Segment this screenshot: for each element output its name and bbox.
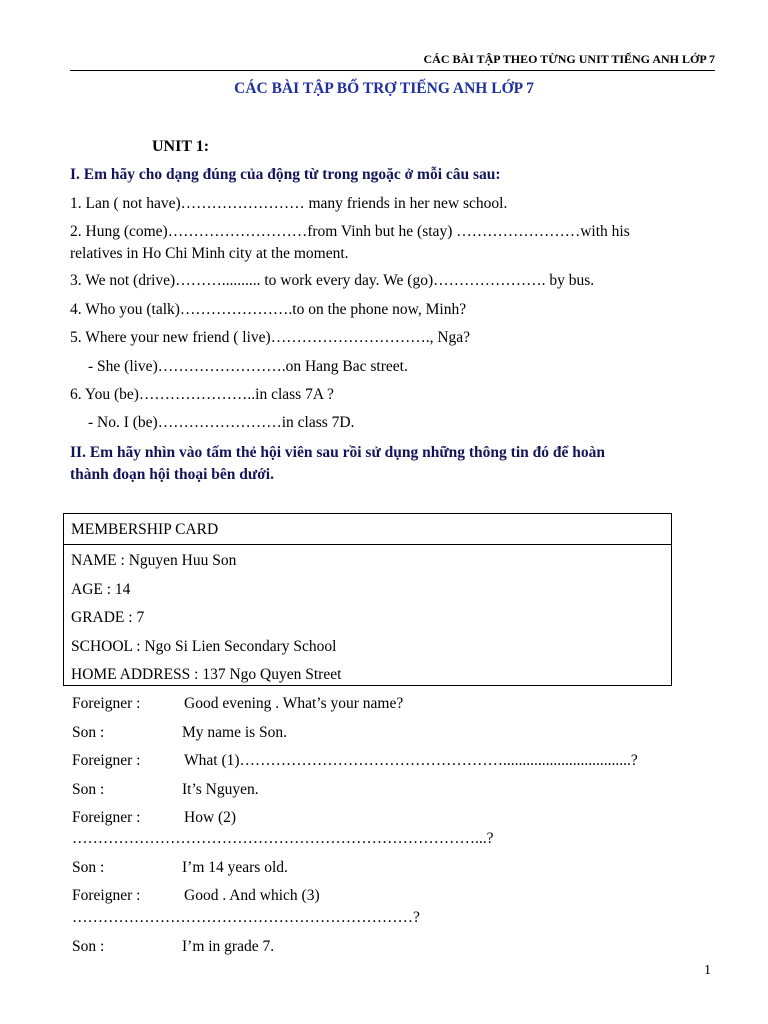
section-2-heading-cont: thành đoạn hội thoại bên dưới. [70, 466, 274, 483]
card-field-grade: GRADE : 7 [71, 609, 145, 626]
card-field-school: SCHOOL : Ngo Si Lien Secondary School [71, 638, 337, 655]
card-field-age: AGE : 14 [71, 581, 131, 598]
dialogue-text: Good evening . What’s your name? [184, 695, 404, 712]
dialogue-text: My name is Son. [182, 724, 288, 741]
card-field-address: HOME ADDRESS : 137 Ngo Quyen Street [71, 666, 342, 683]
page-number: 1 [704, 963, 711, 978]
dialogue-speaker: Son : [72, 724, 105, 741]
dialogue-speaker: Foreigner : [72, 887, 141, 904]
exercise-line: 6. You (be)…………………..in class 7A ? [70, 386, 334, 403]
dialogue-speaker: Son : [72, 859, 105, 876]
dialogue-speaker: Foreigner : [72, 695, 141, 712]
dialogue-speaker: Foreigner : [72, 752, 141, 769]
dialogue-text: I’m 14 years old. [182, 859, 288, 876]
header-rule [70, 70, 715, 71]
running-header: CÁC BÀI TẬP THEO TỪNG UNIT TIẾNG ANH LỚP 7 [423, 52, 715, 66]
section-1-heading: I. Em hãy cho dạng đúng của động từ trong ngoặc ở mỗi câu sau: [70, 166, 501, 183]
exercise-line: 1. Lan ( not have)…………………… many friends in her new school. [70, 195, 508, 212]
card-title: MEMBERSHIP CARD [71, 521, 219, 538]
card-field-name: NAME : Nguyen Huu Son [71, 552, 237, 569]
exercise-line: - She (live)…………………….on Hang Bac street. [88, 358, 408, 375]
dialogue-speaker: Son : [72, 938, 105, 955]
exercise-line: 4. Who you (talk)………………….to on the phone now, Minh? [70, 301, 467, 318]
dialogue-text: I’m in grade 7. [182, 938, 275, 955]
card-header [64, 514, 671, 545]
dialogue-speaker: Son : [72, 781, 105, 798]
exercise-line: 2. Hung (come)………………………from Vinh but he (stay) ……………………with his [70, 223, 630, 240]
section-2-heading: II. Em hãy nhìn vào tấm thẻ hội viên sau rồi sử dụng những thông tin đó để hoàn [70, 444, 605, 461]
exercise-line: - No. I (be)……………………in class 7D. [88, 414, 355, 431]
dialogue-text: Good . And which (3) [184, 887, 320, 904]
dialogue-blank-line: ……………………………………………………………………...? [72, 830, 494, 847]
exercise-line: 5. Where your new friend ( live)…………………………., Nga? [70, 329, 471, 346]
page-title: CÁC BÀI TẬP BỔ TRỢ TIẾNG ANH LỚP 7 [234, 80, 534, 97]
dialogue-blank-line: …………………………………………………………? [72, 909, 420, 926]
dialogue-speaker: Foreigner : [72, 809, 141, 826]
dialogue-text: It’s Nguyen. [182, 781, 259, 798]
unit-heading: UNIT 1: [152, 138, 210, 155]
dialogue-text: How (2) [184, 809, 237, 826]
exercise-line: relatives in Ho Chi Minh city at the moment. [70, 245, 349, 262]
membership-card [63, 513, 672, 686]
exercise-line: 3. We not (drive)……….......... to work every day. We (go)…………………. by bus. [70, 272, 595, 289]
dialogue-text: What (1)…………………………………………….................................? [184, 752, 638, 769]
